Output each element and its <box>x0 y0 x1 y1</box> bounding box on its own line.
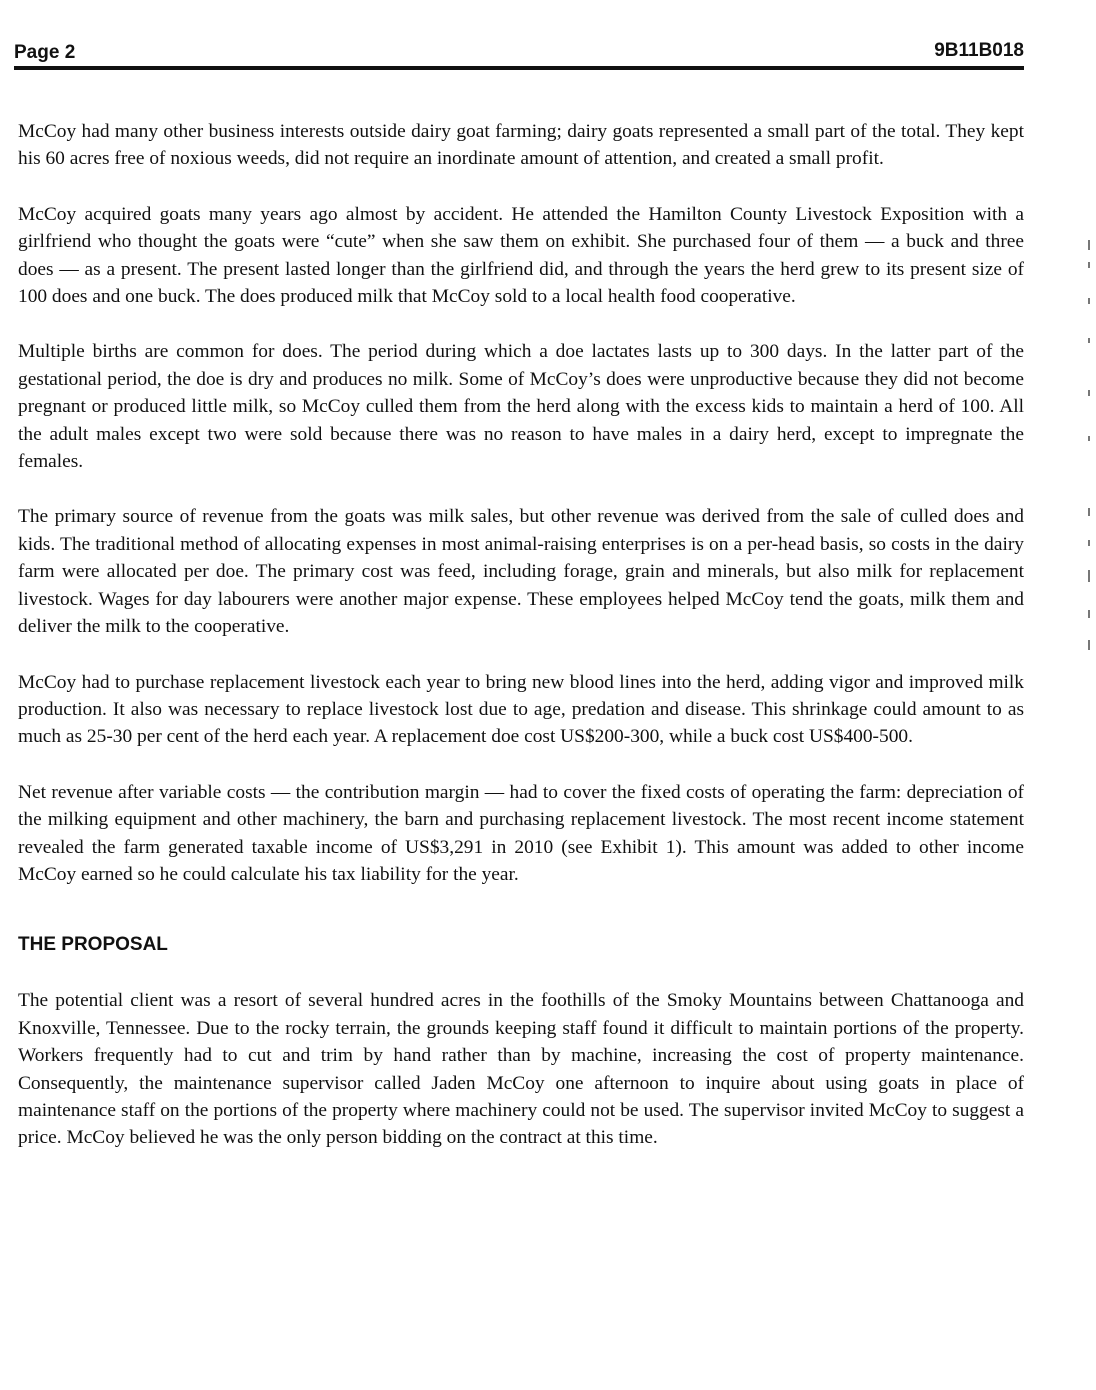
paragraph-proposal: The potential client was a resort of several hundred acres in the foothills of the Smoky Mountains between Chattanooga and Knoxville, Tennessee. Due to the rocky terrain, the grounds keeping staff found it difficult to maintain portions of the property. Workers frequently had to cut and trim by hand rather than by machine, increasing the cost of property maintenance. Consequently, the maintenance supervisor called Jaden McCoy one afternoon to inquire about using goats in place of maintenance staff on the portions of the property where machinery could not be used. The supervisor invited McCoy to suggest a price. McCoy believed he was the only person bidding on the contract at this time. <box>18 990 1024 1149</box>
page-number: Page 2 <box>14 42 76 63</box>
page-header <box>14 40 1024 68</box>
paragraph-replacement-livestock: McCoy had to purchase replacement livestock each year to bring new blood lines into the herd, adding vigor and improved milk production. It also was necessary to replace livestock lost due to age, predation and disease. This shrinkage could amount to as much as 25-30 per cent of the herd each year. A replacement doe cost US$200-300, while a buck cost US$400-500. <box>18 671 1024 748</box>
paragraph-acquired-goats: McCoy acquired goats many years ago almost by accident. He attended the Hamilton County Livestock Exposition with a girlfriend who thought the goats were “cute” when she saw them on exhibit. She purchased four of them — a buck and three does — as a present. The present lasted longer than the girlfriend did, and through the years the herd grew to its present size of 100 does and one buck. The does produced milk that McCoy sold to a local health food cooperative. <box>18 203 1024 308</box>
header-rule <box>14 66 1024 70</box>
paragraph-revenue-source: The primary source of revenue from the goats was milk sales, but other revenue was derived from the sale of culled does and kids. The traditional method of allocating expenses in most animal-raising enterprises is on a per-head basis, so costs in the dairy farm were allocated per doe. The primary cost was feed, including forage, grain and minerals, but also milk for replacement livestock. Wages for day labourers were another major expense. These employees helped McCoy tend the goats, milk them and deliver the milk to the cooperative. <box>18 506 1024 638</box>
paragraph-net-revenue: Net revenue after variable costs — the contribution margin — had to cover the fixed costs of operating the farm: depreciation of the milking equipment and other machinery, the barn and purchasing replacement livestock. The most recent income statement revealed the farm generated taxable income of US$3,291 in 2010 (see Exhibit 1). This amount was added to other income McCoy earned so he could calculate his tax liability for the year. <box>18 781 1024 885</box>
paragraph-multiple-births: Multiple births are common for does. The period during which a doe lactates lasts up to 300 days. In the latter part of the gestational period, the doe is dry and produces no milk. Some of McCoy’s does were unproductive because they did not become pregnant or produced little milk, so McCoy culled them from the herd along with the excess kids to maintain a herd of 100. All the adult males except two were sold because there was no reason to have males in a dairy herd, except to impregnate the females. <box>18 341 1024 473</box>
scan-margin-marks <box>1088 240 1094 660</box>
section-heading: THE PROPOSAL <box>18 934 168 956</box>
document-body <box>18 118 1024 1180</box>
case-id: 9B11B018 <box>934 40 1024 61</box>
paragraph-business-interests: McCoy had many other business interests outside dairy goat farming; dairy goats represented a small part of the total. They kept his 60 acres free of noxious weeds, did not require an inordinate amount of attention, and created a small profit. <box>18 121 1024 170</box>
